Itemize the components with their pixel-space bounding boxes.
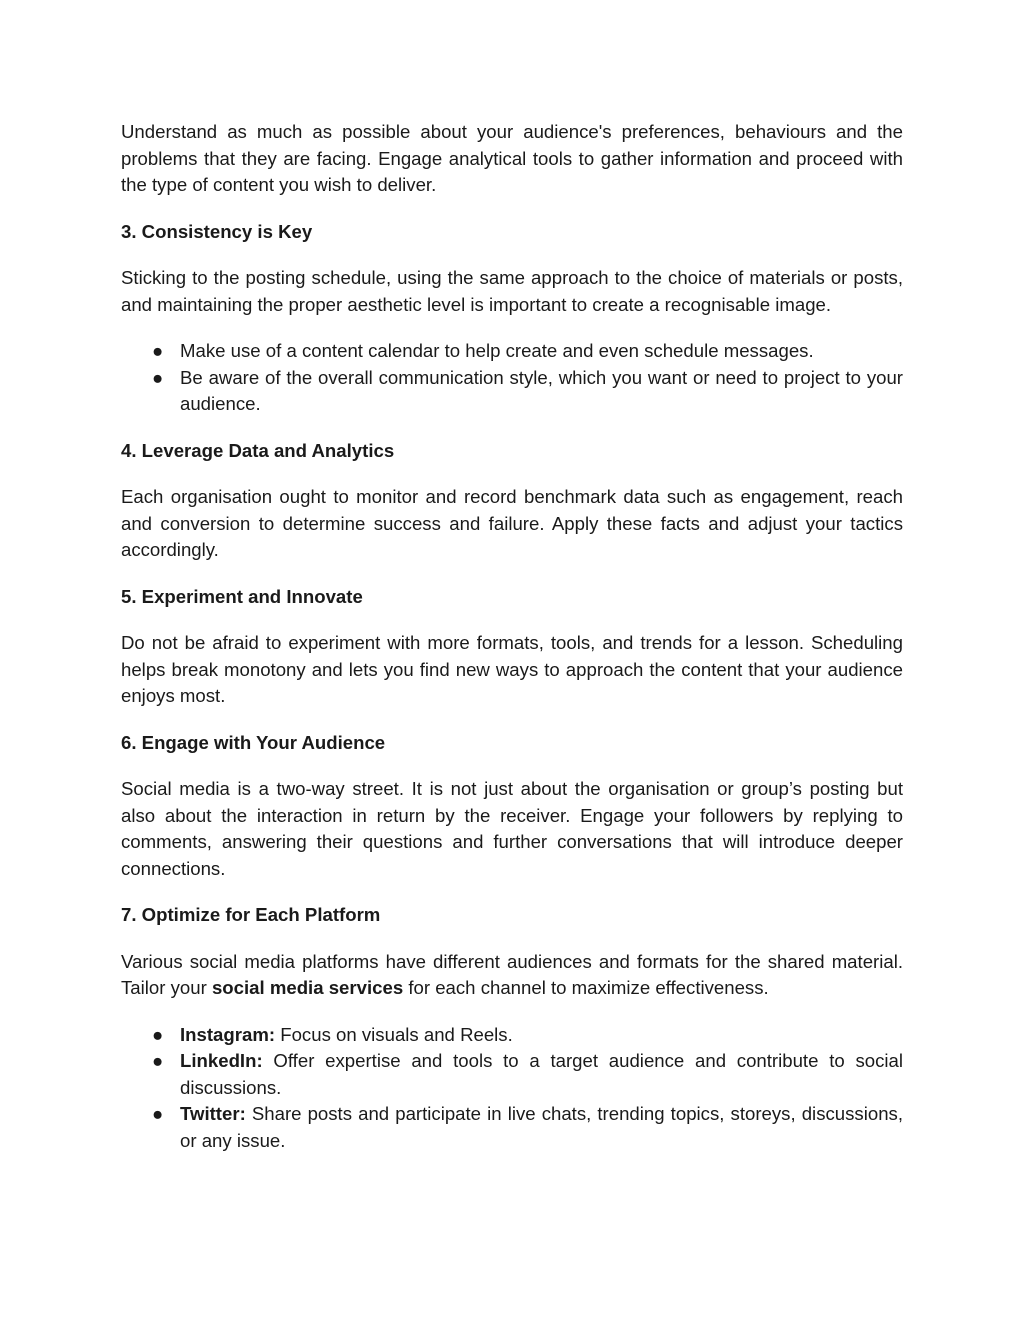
bullet-icon: ● [152,1050,164,1071]
heading-optimize: 7. Optimize for Each Platform [121,904,381,925]
bullet-icon: ● [152,366,164,388]
list-item-text: Focus on visuals and Reels. [275,1023,513,1045]
paragraph-engage: Social media is a two-way street. It is not just about the organisation or group’s posting but also about the interaction in return by the receiver. Engage your followers by replying to comments, answering their questions and further conversations that will introduce deeper connections. [121,778,903,879]
paragraph-data-analytics: Each organisation ought to monitor and record benchmark data such as engagement, reach and conversion to determine success and failure. Apply these facts and adjust your tactics accordingly. [121,486,903,560]
paragraph-bold-text: social media services [211,977,404,998]
heading-experiment: 5. Experiment and Innovate [121,585,363,607]
list-item-label: Twitter: [180,1103,246,1124]
list-item-text: Offer expertise and tools to a target audience and contribute to social discussions. [180,1050,903,1098]
intro-paragraph: Understand as much as possible about your audience's preferences, behaviours and the problems that they are facing. Engage analytical tools to gather information and proceed with the type of content you wish to deliver. [121,121,903,195]
list-item-label: Instagram: [180,1023,276,1045]
list-item-label: LinkedIn: [180,1050,263,1071]
bullet-icon: ● [152,1103,164,1124]
heading-consistency: 3. Consistency is Key [121,220,313,242]
list-item [152,365,903,418]
bullet-list-platforms [121,1022,903,1155]
heading-engage: 6. Engage with Your Audience [121,731,386,753]
paragraph-text: Various social media platforms have different audiences and formats for the shared material. Tailor your [121,950,903,998]
paragraph-text: for each channel to maximize effectiveness. [403,977,769,998]
paragraph-consistency: Sticking to the posting schedule, using the same approach to the choice of materials or posts, and maintaining the proper aesthetic level is important to create a recognisable image. [121,267,903,315]
list-item [152,338,903,365]
heading-data-analytics: 4. Leverage Data and Analytics [121,439,395,461]
paragraph-optimize [121,949,903,1002]
list-item [152,1101,903,1154]
list-item [152,1048,903,1101]
bullet-icon: ● [152,340,164,361]
list-item-text: Make use of a content calendar to help create and even schedule messages. [180,340,814,361]
paragraph-experiment: Do not be afraid to experiment with more formats, tools, and trends for a lesson. Scheduling helps break monotony and lets you find new ways to approach the content that your audience enjoys most. [121,632,903,706]
list-item-text: Be aware of the overall communication style, which you want or need to project to your audience. [180,366,903,414]
list-item [152,1022,903,1049]
list-item-text: Share posts and participate in live chats, trending topics, storeys, discussions, or any issue. [180,1103,903,1151]
document-page [121,119,903,1174]
bullet-list-consistency [121,338,903,418]
bullet-icon: ● [152,1023,164,1045]
